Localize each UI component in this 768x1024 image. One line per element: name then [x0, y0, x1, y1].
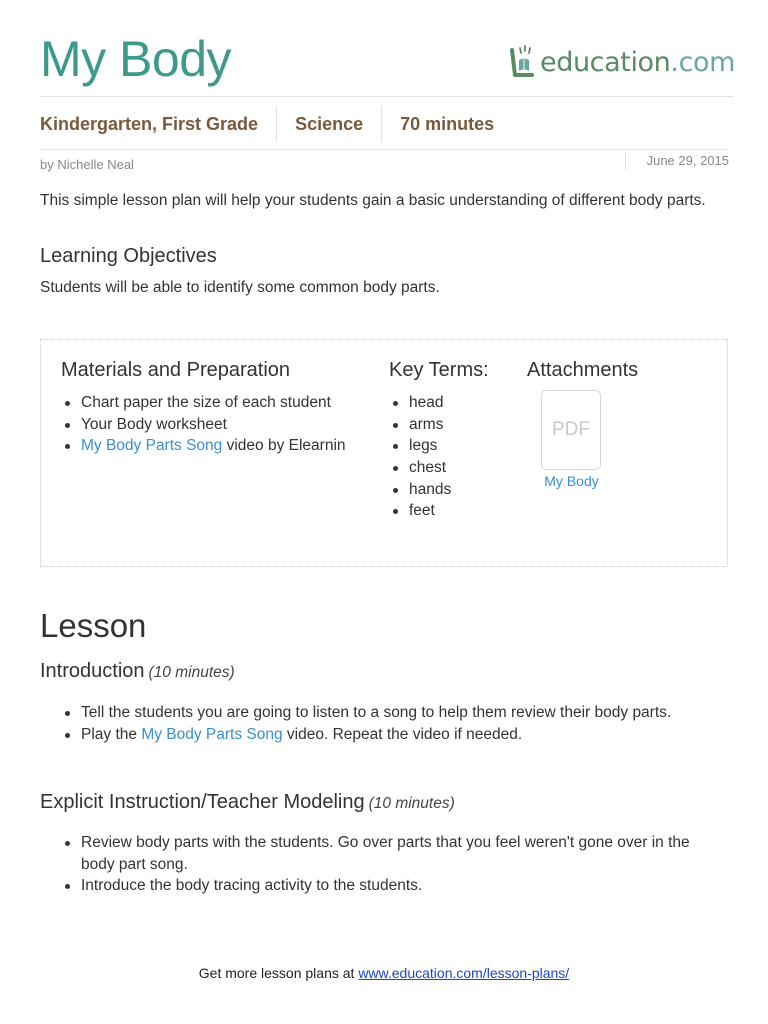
list-item: Your Body worksheet	[61, 414, 346, 436]
list-item-text: video by Elearnin	[222, 437, 346, 455]
logo-dot: .	[670, 46, 679, 78]
section-duration: (10 minutes)	[148, 664, 235, 681]
lesson-heading: Lesson	[40, 607, 147, 644]
education-logo-icon	[506, 42, 538, 82]
list-item: arms	[389, 414, 451, 436]
list-item: head	[389, 392, 451, 414]
logo-tld: com	[678, 46, 736, 78]
explicit-instruction-steps	[61, 832, 721, 897]
list-item-text: video. Repeat the video if needed.	[282, 725, 523, 743]
materials-list	[61, 392, 346, 457]
lesson-summary: This simple lesson plan will help your students gain a basic understanding of different body parts.	[40, 192, 706, 209]
introduction-heading	[40, 660, 235, 683]
attachments-heading: Attachments	[527, 359, 639, 381]
pdf-file-icon[interactable]: PDF	[541, 390, 601, 470]
section-duration: (10 minutes)	[368, 795, 455, 812]
lesson-duration: 70 minutes	[400, 114, 495, 134]
key-terms-list	[389, 392, 451, 522]
materials-heading: Materials and Preparation	[61, 359, 291, 381]
header-divider	[40, 96, 733, 97]
footer	[0, 965, 768, 981]
list-item: Introduce the body tracing activity to the students.	[61, 875, 721, 897]
list-item: feet	[389, 500, 451, 522]
song-link[interactable]: My Body Parts Song	[141, 725, 283, 743]
subject: Science	[277, 106, 382, 142]
list-item	[61, 435, 346, 457]
page-title: My Body	[40, 31, 232, 87]
lesson-meta-bar	[40, 106, 512, 142]
list-item: chest	[389, 457, 451, 479]
section-title: Introduction	[40, 660, 145, 682]
objectives-text: Students will be able to identify some common body parts.	[40, 279, 440, 296]
education-logo[interactable]	[506, 42, 735, 82]
meta-divider	[40, 149, 728, 150]
footer-text: Get more lesson plans at	[198, 965, 359, 981]
attachment-link[interactable]: My Body	[544, 473, 599, 489]
list-item: Tell the students you are going to listen to a song to help them review their body parts.	[61, 702, 721, 724]
list-item	[61, 724, 721, 746]
key-terms-heading: Key Terms:	[389, 359, 489, 381]
author-byline: by Nichelle Neal	[40, 157, 134, 172]
list-item: legs	[389, 435, 451, 457]
list-item: hands	[389, 479, 451, 501]
section-title: Explicit Instruction/Teacher Modeling	[40, 791, 365, 813]
logo-word: education	[540, 46, 671, 78]
explicit-instruction-heading	[40, 791, 455, 814]
lesson-plans-link[interactable]: www.education.com/lesson-plans/	[358, 965, 570, 981]
introduction-steps	[61, 702, 721, 745]
grade-level: Kindergarten, First Grade	[40, 106, 277, 142]
objectives-heading: Learning Objectives	[40, 245, 217, 267]
list-item: Review body parts with the students. Go over parts that you feel weren't gone over in the body part song.	[61, 832, 721, 875]
publish-date: June 29, 2015	[625, 152, 729, 170]
song-link[interactable]: My Body Parts Song	[81, 437, 223, 455]
logo-wordmark	[540, 47, 735, 78]
list-item-text: Play the	[81, 725, 142, 743]
list-item: Chart paper the size of each student	[61, 392, 346, 414]
